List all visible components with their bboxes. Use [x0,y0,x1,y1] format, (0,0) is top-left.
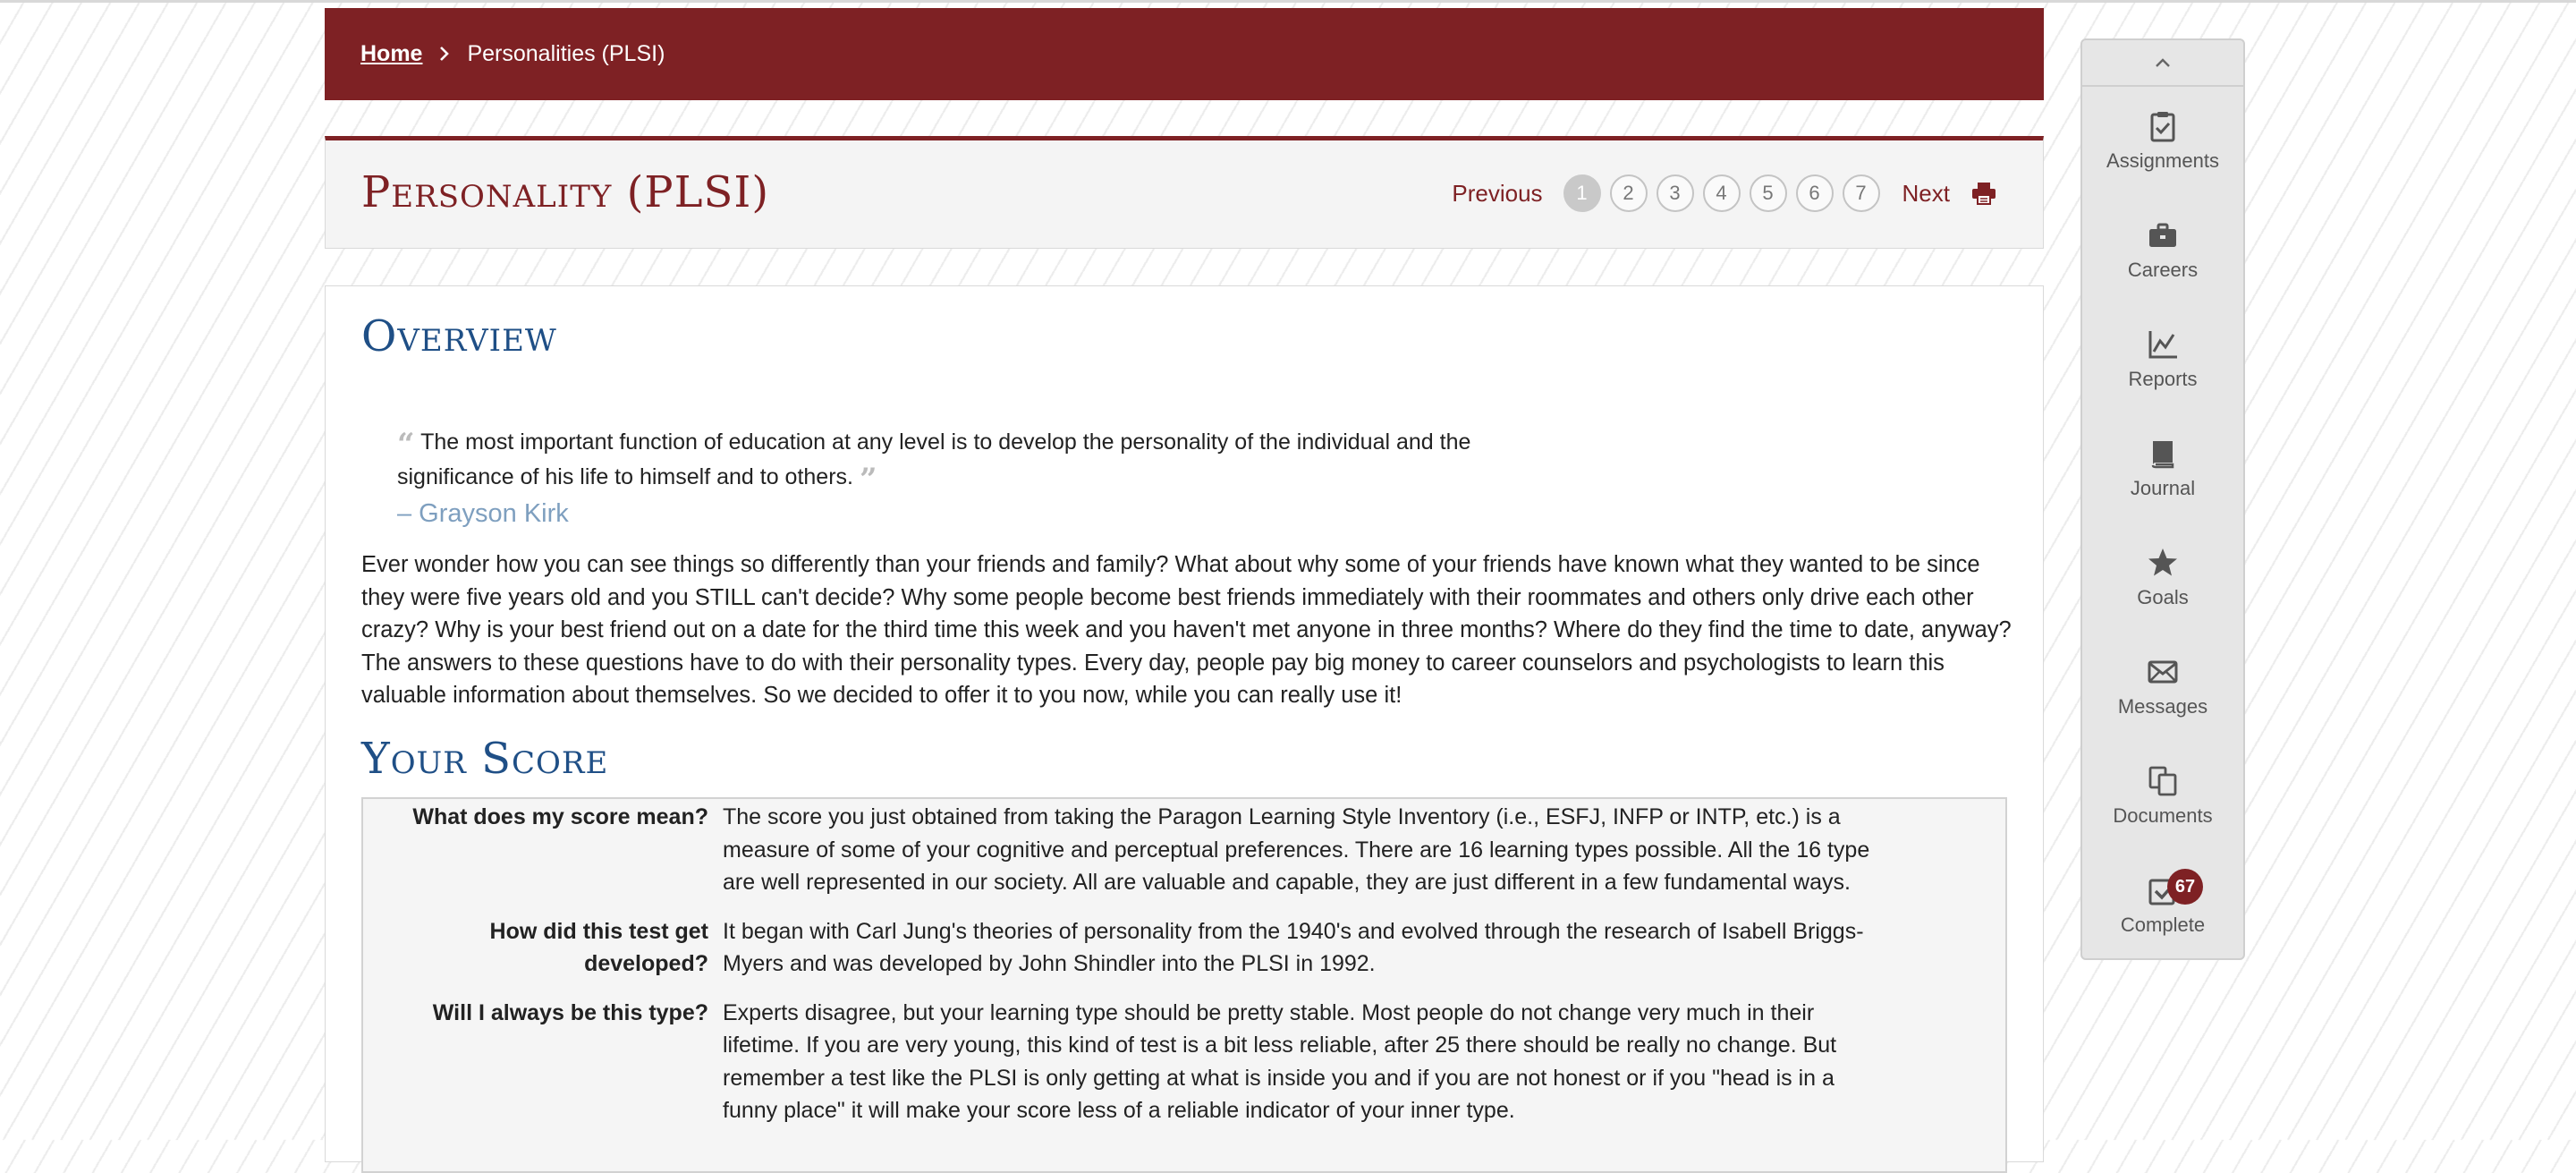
page-3-button[interactable]: 3 [1657,174,1694,212]
nav-reports[interactable] [2082,305,2243,414]
page-2-button[interactable]: 2 [1610,174,1648,212]
previous-button[interactable]: Previous [1452,179,1543,207]
nav-complete[interactable] [2082,851,2243,960]
quote-text: The most important function of education at any level is to develop the personality of the individual and the significance of his life to himself and to others. [397,429,1471,489]
page-1-button[interactable]: 1 [1563,174,1601,212]
faq-question: What does my score mean? [412,804,708,829]
faq-row [363,915,2005,981]
page-6-button[interactable]: 6 [1796,174,1834,212]
nav-goals[interactable] [2082,523,2243,633]
your-score-heading: Your Score [361,734,609,784]
page-title: Personality (PLSI) [361,167,770,217]
faq-answer: Experts disagree, but your learning type should be pretty stable. Most people do not change very much in their lifetime. If you are very young, this kind of test is a bit less reliable, after 25 there should be really no change. But remember a test like the PLSI is only getting at what is inside you and if you are not honest or if you "head is in a funny place" it will make your score less of a reliable indicator of your inner type. [723,999,1837,1123]
star-icon [2147,547,2179,579]
complete-count-badge: 67 [2167,869,2203,905]
book-icon [2147,438,2179,470]
breadcrumb [325,8,2044,100]
nav-label: Documents [2113,804,2213,827]
open-quote-icon: “ [397,427,415,463]
faq-row [363,801,2005,899]
next-button[interactable]: Next [1902,179,1950,207]
printer-icon[interactable] [1971,182,1996,205]
page-7-button[interactable]: 7 [1843,174,1880,212]
nav-label: Messages [2117,695,2208,718]
faq-question: How did this test get developed? [489,918,708,976]
pagination [1452,174,1996,212]
content-panel [325,285,2044,1162]
chevron-right-icon [438,40,451,68]
quote-block [397,426,1524,530]
faq-question: Will I always be this type? [432,999,708,1025]
breadcrumb-home-link[interactable]: Home [360,41,423,66]
nav-assignments[interactable] [2082,87,2243,196]
page-4-button[interactable]: 4 [1703,174,1741,212]
faq-row [363,997,2005,1127]
nav-label: Goals [2137,586,2189,608]
quote-author: – Grayson Kirk [397,499,569,528]
overview-heading: Overview [361,311,557,361]
nav-label: Reports [2128,368,2198,390]
side-navigation [2080,38,2245,960]
nav-journal[interactable] [2082,414,2243,523]
nav-messages[interactable] [2082,633,2243,742]
chevron-up-icon [2155,57,2171,68]
envelope-icon [2147,656,2179,688]
breadcrumb-current: Personalities (PLSI) [467,41,665,66]
documents-icon [2147,765,2179,797]
title-panel [325,136,2044,249]
faq-answer: It began with Carl Jung's theories of personality from the 1940's and evolved through the research of Isabell Briggs-Myers and was developed by John Shindler into the PLSI in 1992. [723,918,1864,976]
close-quote-icon: ” [859,462,877,497]
nav-label: Complete [2120,914,2206,936]
briefcase-icon [2147,219,2179,251]
nav-label: Careers [2127,259,2199,281]
collapse-button[interactable] [2082,40,2243,87]
nav-documents[interactable] [2082,742,2243,851]
faq-answer: The score you just obtained from taking the Paragon Learning Style Inventory (i.e., ESFJ, INFP or INTP, etc.) is a measure of some of your cognitive and perceptual preferences. There are 16 learning types possible. All the 16 type are well represented in our society. All are valuable and capable, they are just different in a few fundamental ways. [723,804,1870,895]
line-chart-icon [2147,328,2179,361]
nav-label: Assignments [2106,149,2219,172]
nav-label: Journal [2130,477,2196,499]
top-border [0,0,2576,3]
score-faq-table [361,797,2007,1173]
clipboard-check-icon [2147,110,2179,142]
page-5-button[interactable]: 5 [1750,174,1787,212]
nav-careers[interactable] [2082,196,2243,305]
intro-paragraph: Ever wonder how you can see things so differently than your friends and family? What about why some of your friends have known what they wanted to be since they were five years old and you STILL can't decide? Why some people become best friends immediately with their roommates and others only drive each other crazy? Why is your best friend out on a date for the third time this week and you haven't met anyone in three months? Where do they find the time to date, anyway? The answers to these questions have to do with their personality types. Every day, people pay big money to career counselors and psychologists to learn this valuable information about themselves. So we decided to offer it to you now, while you can really use it! [361,552,2012,708]
